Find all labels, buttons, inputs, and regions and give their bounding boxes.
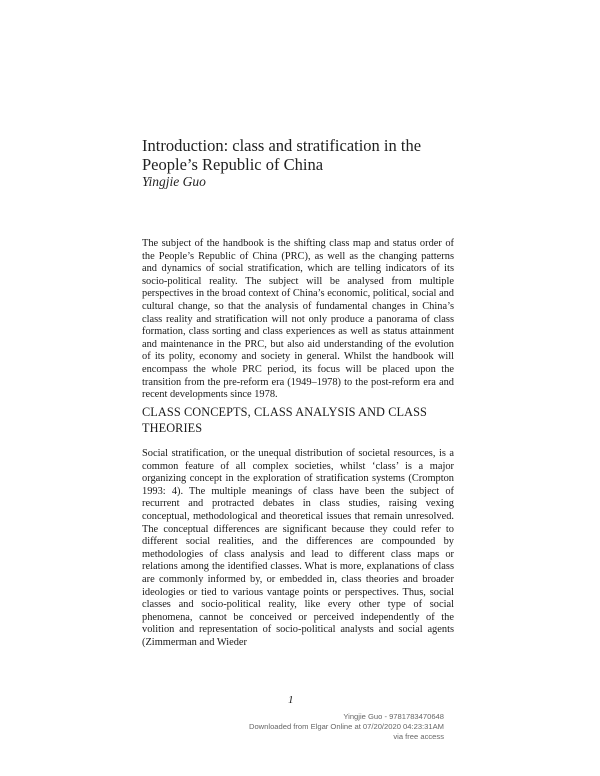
body-paragraph: Social stratification, or the unequal distribution of societal resources, is a common feature of all complex societies, whilst ‘class’ is a major organizing concept in the exploration of stratification systems (Crompton 1993: 4). The multiple meanings of class have been the subject of recurrent and protracted debates in class studies, raising vexing conceptual, methodological and theoretical issues that remain unresolved. The conceptual differences are significant because they could refer to different social realities, and the differences are compounded by methodologies of class analysis and lead to different class maps or relations among the identified classes. What is more, explanations of class are commonly informed by, or embedded in, class theories and broader ideologies or tied to various vantage points or perspectives. Thus, social classes and socio-political reality, like every other type of social phenomena, cannot be conceived or perceived independently of the volition and representation of socio-political analysts and social agents (Zimmerman and Wieder xyxy=(142,448,454,648)
footer-line-isbn: Yingjie Guo - 9781783470648 xyxy=(343,712,444,721)
chapter-title: Introduction: class and stratification in the People’s Republic of China xyxy=(142,136,422,174)
abstract-paragraph: The subject of the handbook is the shifting class map and status order of the People’s Republic of China (PRC), as well as the changing patterns and dynamics of social stratification, which are telling indicators of its socio-political reality. The subject will be analysed from multiple perspectives in the broad context of China’s economic, political, social and cultural change, so that the analysis of fundamental changes in China’s class reality and stratification will not only produce a panorama of class formation, class sorting and class experiences as well as status attainment and maintenance in the PRC, but also aid understanding of the evolution of its polity, economy and society in general. Whilst the handbook will encompass the whole PRC period, its focus will be placed upon the transition from the pre-reform era (1949–1978) to the post-reform era and recent developments since 1978. xyxy=(142,238,454,401)
footer-line-access: via free access xyxy=(393,731,444,741)
download-footer xyxy=(249,712,444,741)
page-number: 1 xyxy=(288,694,294,706)
footer-line-download: Downloaded from Elgar Online at 07/20/2020 04:23:31AM xyxy=(248,721,444,731)
section-heading: CLASS CONCEPTS, CLASS ANALYSIS AND CLASS THEORIES xyxy=(142,405,427,435)
chapter-author: Yingjie Guo xyxy=(142,174,206,189)
